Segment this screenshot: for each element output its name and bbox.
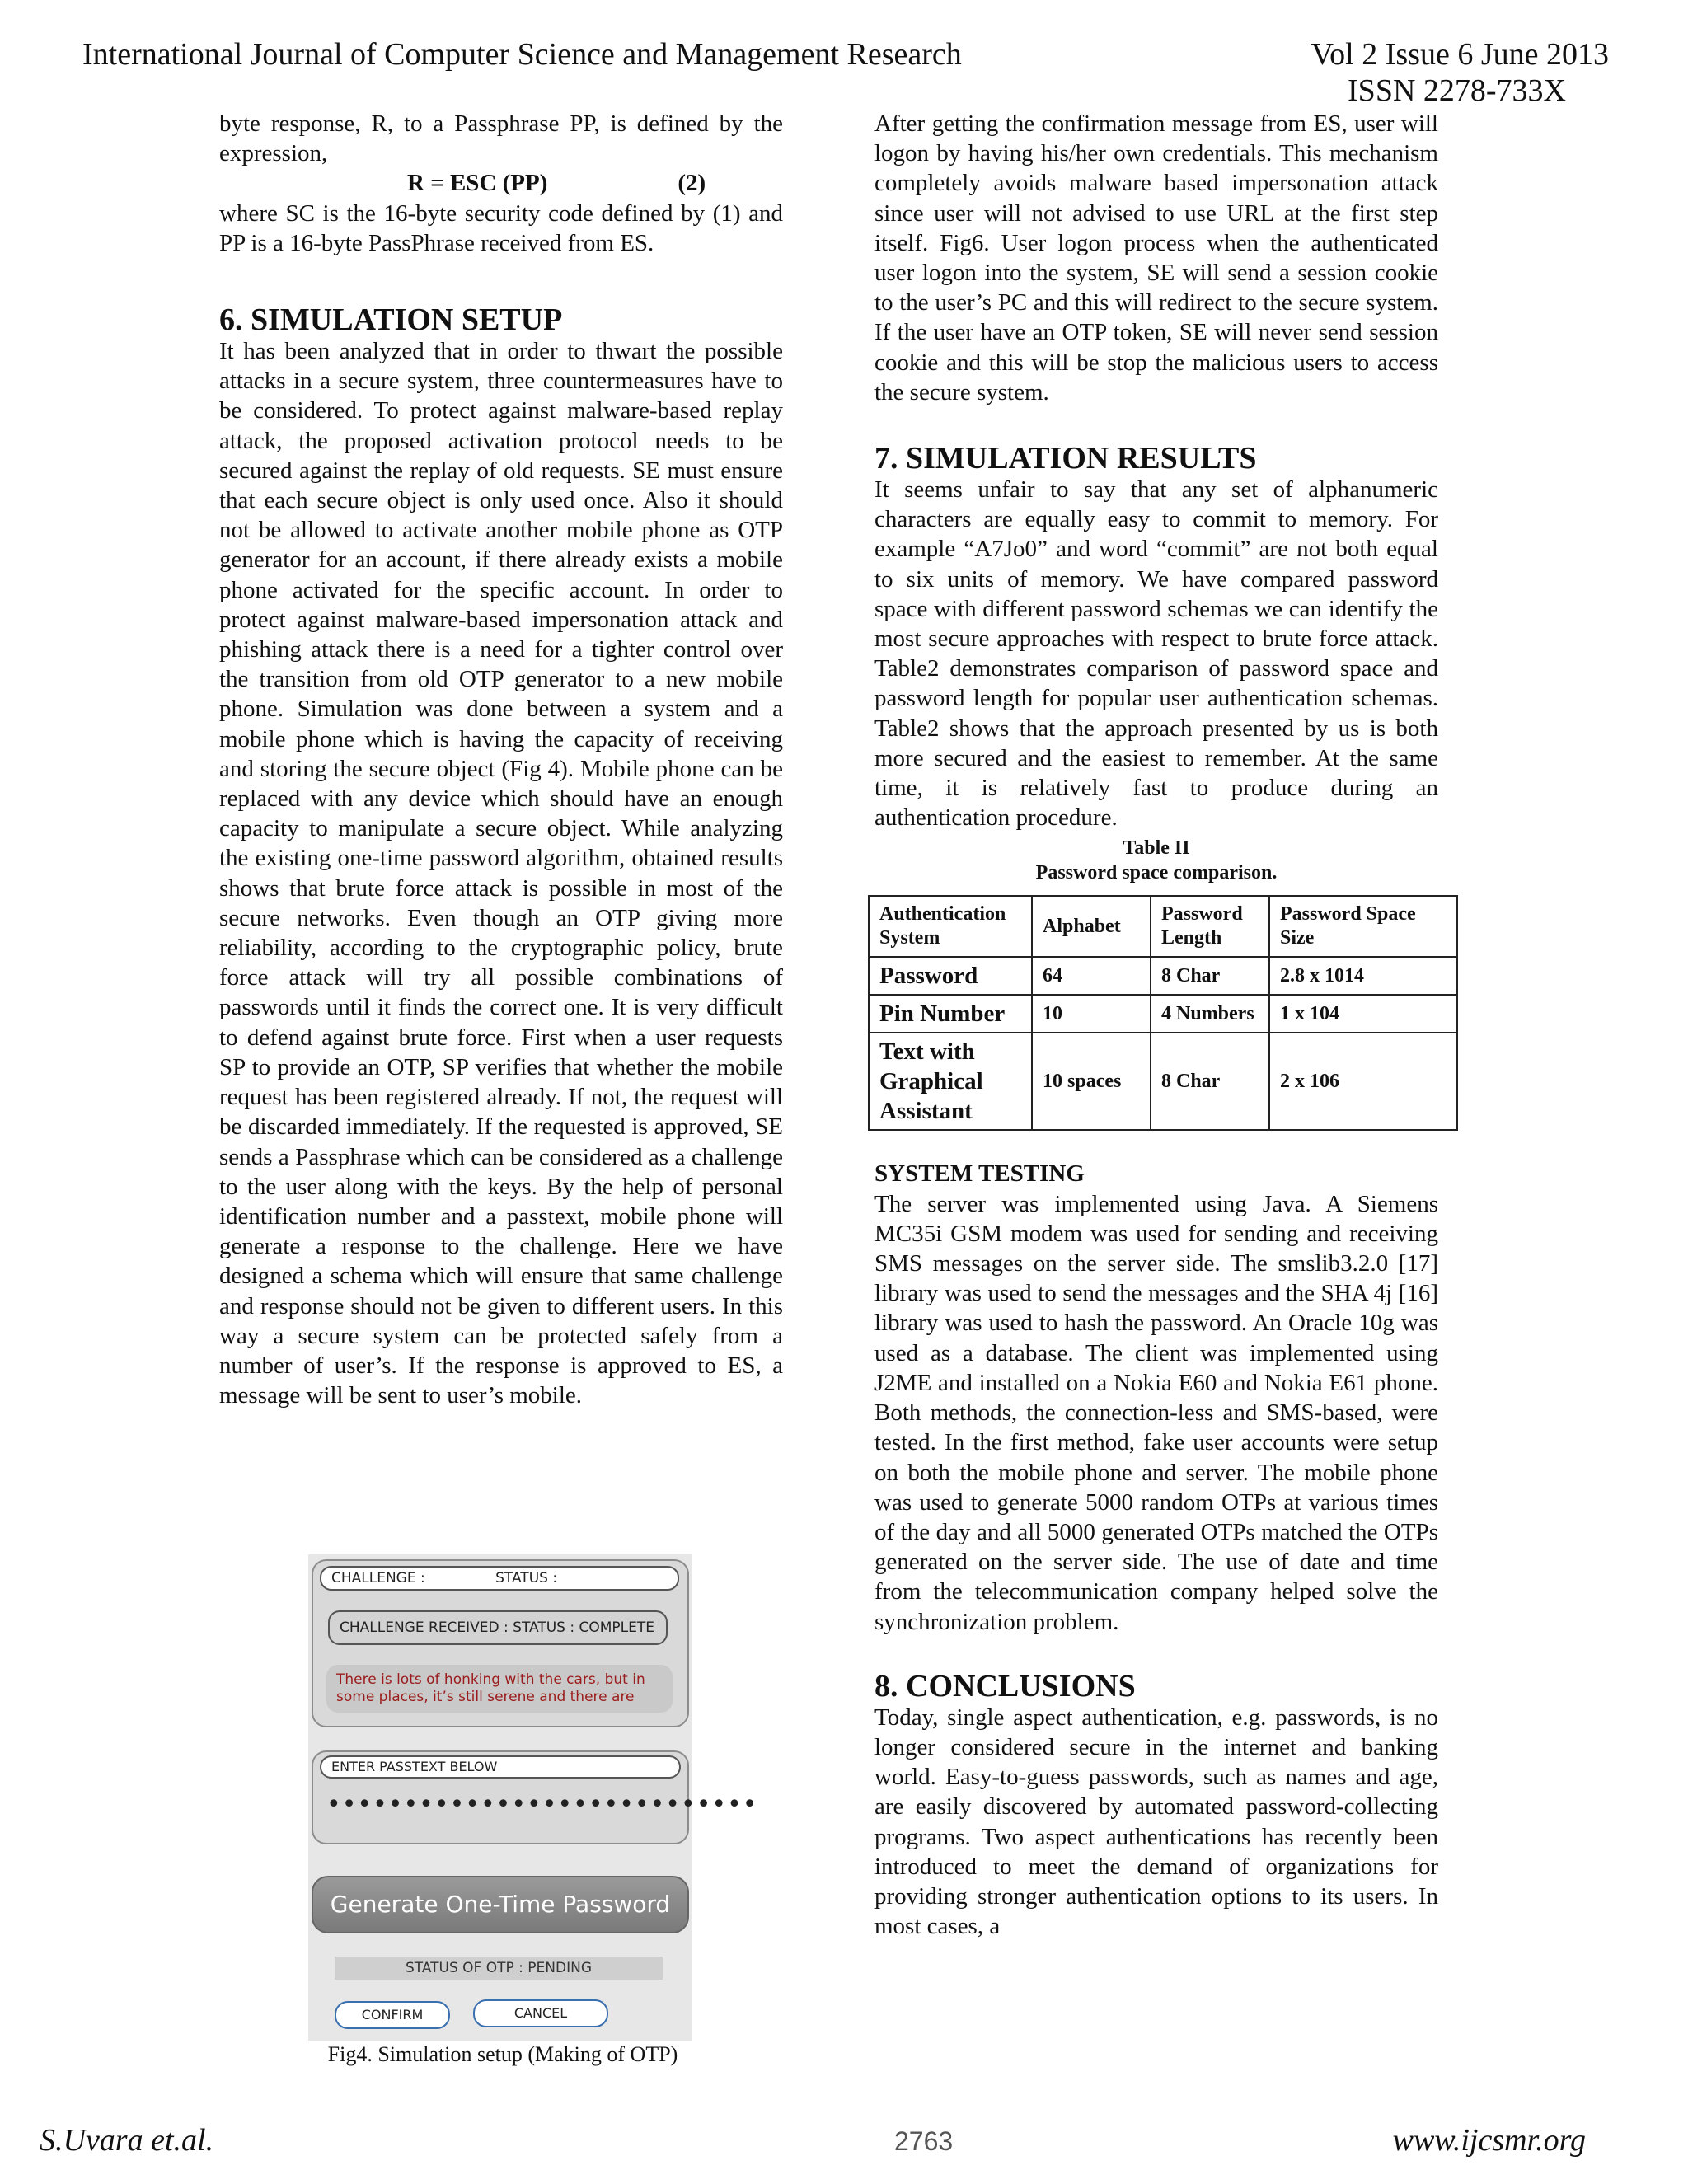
table-row: [869, 995, 1457, 1033]
table-row: [869, 957, 1457, 995]
confirm-button[interactable]: CONFIRM: [335, 2001, 450, 2029]
system-testing-body: The server was implemented using Java. A Siemens MC35i GSM modem was used for sending and receiving SMS messages on the server side. The smslib3.2.0 [17] library was used to send the messages and the SHA 4j [16] library was used to hash the password. An Oracle 10g was used as a database. The client was implemented using J2ME and installed on a Nokia E60 and Nokia E61 phone. Both methods, the connection-less and SMS-based, were tested. In the first method, fake user accounts were setup on both the mobile phone and server. The mobile phone was used to generate 5000 random OTPs at various times of the day and all 5000 generated OTPs matched the OTPs generated on the server side. The use of date and time from the telecommunication company helped solve the synchronization problem.: [874, 1190, 1438, 1635]
figure-4-caption: Fig4. Simulation setup (Making of OTP): [327, 2042, 678, 2066]
table-cell: Password: [869, 957, 1032, 995]
password-space-table: [868, 895, 1458, 1131]
issn: ISSN 2278-733X: [1348, 73, 1566, 108]
otp-status: STATUS OF OTP : PENDING: [335, 1957, 663, 1980]
table-title: Table II: [1123, 837, 1190, 860]
challenge-label: CHALLENGE :: [331, 1570, 425, 1586]
table-caption: Password space comparison.: [1035, 862, 1278, 884]
table-cell: Text with Graphical Assistant: [869, 1033, 1032, 1130]
equation-2: [219, 168, 783, 198]
table-cell: 10: [1032, 995, 1151, 1033]
page-number: 2763: [894, 2126, 954, 2156]
left-column: [219, 109, 783, 1410]
right-column: [874, 109, 1438, 1941]
table-cell: 4 Numbers: [1151, 995, 1269, 1033]
table-cell: 8 Char: [1151, 1033, 1269, 1130]
table-cell: 2 x 106: [1269, 1033, 1457, 1130]
table-cell: 2.8 x 1014: [1269, 957, 1457, 995]
journal-title: International Journal of Computer Science and Management Research: [82, 37, 962, 72]
cancel-button[interactable]: CANCEL: [473, 1999, 608, 2027]
system-testing-heading: SYSTEM TESTING: [874, 1160, 1085, 1188]
passtext-input[interactable]: ••••••••••••••••••••••••••••: [326, 1790, 758, 1819]
table-header-cell: Authentication System: [869, 896, 1032, 957]
logon-paragraph: After getting the confirmation message from ES, user will logon by having his/her own credentials. This mechanism completely avoids malware based impersonation attack since user will not advised to use URL at the first step itself. Fig6. User logon process when the authenticated user logon into the system, SE will send a session cookie to the user’s PC and this will redirect to the secure system. If the user have an OTP token, SE will never send session cookie and this will be stop the malicious users to access the secure system.: [874, 110, 1438, 405]
challenge-status-field: [320, 1566, 679, 1591]
journal-website[interactable]: www.ijcsmr.org: [1392, 2123, 1586, 2158]
generate-otp-button[interactable]: Generate One-Time Password: [312, 1876, 689, 1933]
table-header-row: [869, 896, 1457, 957]
table-cell: Pin Number: [869, 995, 1032, 1033]
equation-text: R = ESC (PP): [407, 170, 548, 197]
table-header-cell: Alphabet: [1032, 896, 1151, 957]
section-7-heading: 7. SIMULATION RESULTS: [874, 441, 1257, 476]
section-8-heading: 8. CONCLUSIONS: [874, 1668, 1136, 1704]
section-6-heading: 6. SIMULATION SETUP: [219, 302, 563, 338]
status-label: STATUS :: [495, 1570, 558, 1586]
footer-authors: S.Uvara et.al.: [40, 2123, 214, 2158]
intro-paragraph: byte response, R, to a Passphrase PP, is defined by the expression,: [219, 110, 783, 167]
volume-issue: Vol 2 Issue 6 June 2013: [1311, 37, 1609, 72]
table-cell: 8 Char: [1151, 957, 1269, 995]
table-row: [869, 1033, 1457, 1130]
equation-number: (2): [678, 170, 706, 197]
section-6-body: It has been analyzed that in order to thwart the possible attacks in a secure system, three countermeasures have to be considered. To protect against malware-based replay attack, the proposed activation protocol needs to be secured against the replay of old requests. SE must ensure that each secure object is only used once. Also it should not be allowed to activate another mobile phone as OTP generator for an account, if there already exists a mobile phone activated for the specific account. In order to protect against malware-based impersonation attack and phishing attack there is a need for a tighter control over the transition from old OTP generator to a new mobile phone. Simulation was done between a system and a mobile phone which is having the capacity of receiving and storing the secure object (Fig 4). Mobile phone can be replaced with any device which should have an enough capacity to manipulate a secure object. While analyzing the existing one-time password algorithm, obtained results shows that brute force attack is possible in most of the secure networks. Even though an OTP giving more reliability, according to the cryptographic policy, brute force attack will try all possible combinations of passwords until it finds the correct one. It is very difficult to defend against brute force. First when a user requests SP to provide an OTP, SP verifies that whether the mobile request has been registered already. If not, the request will be discarded immediately. If the requested is approved, SE sends a Passphrase which can be considered as a challenge to the user along with the keys. By the help of personal identification number and a passtext, mobile phone will generate a response to the challenge. Here we have designed a schema which will ensure that same challenge and response should not be given to different users. In this way a secure system can be protected safely from a number of user’s. If the response is approved to ES, a message will be sent to user’s mobile.: [219, 338, 783, 1409]
table-header-cell: Password Length: [1151, 896, 1269, 957]
challenge-message: There is lots of honking with the cars, but in some places, it’s still serene and there are: [326, 1665, 673, 1713]
table-header-cell: Password Space Size: [1269, 896, 1457, 957]
passtext-label: ENTER PASSTEXT BELOW: [320, 1755, 681, 1779]
issue-info: [1311, 36, 1609, 109]
figure-4-otp-screen: [308, 1554, 758, 2041]
table-cell: 1 x 104: [1269, 995, 1457, 1033]
challenge-received-status: CHALLENGE RECEIVED : STATUS : COMPLETE: [328, 1610, 668, 1645]
section-8-body: Today, single aspect authentication, e.g. passwords, is no longer considered secure in the internet and banking world. Easy-to-guess passwords, such as names and age, are easily discovered by automated password-collecting programs. Two aspect authentications has recently been introduced to meet the demand of organizations for providing stronger authentication options to its users. In most cases, a: [874, 1704, 1438, 1940]
table-cell: 64: [1032, 957, 1151, 995]
section-7-body: It seems unfair to say that any set of alphanumeric characters are equally easy to commit to memory. For example “A7Jo0” and word “commit” are not both equal to six units of memory. We have compared password space with different password schemas we can identify the most secure approaches with respect to brute force attack. Table2 demonstrates comparison of password space and password length for popular user authentication schemas. Table2 shows that the approach presented by us is both more secured and the easiest to remember. At the same time, it is relatively fast to produce during an authentication procedure.: [874, 476, 1438, 832]
equation-explanation: where SC is the 16-byte security code defined by (1) and PP is a 16-byte PassPhrase received from ES.: [219, 199, 783, 256]
table-cell: 10 spaces: [1032, 1033, 1151, 1130]
